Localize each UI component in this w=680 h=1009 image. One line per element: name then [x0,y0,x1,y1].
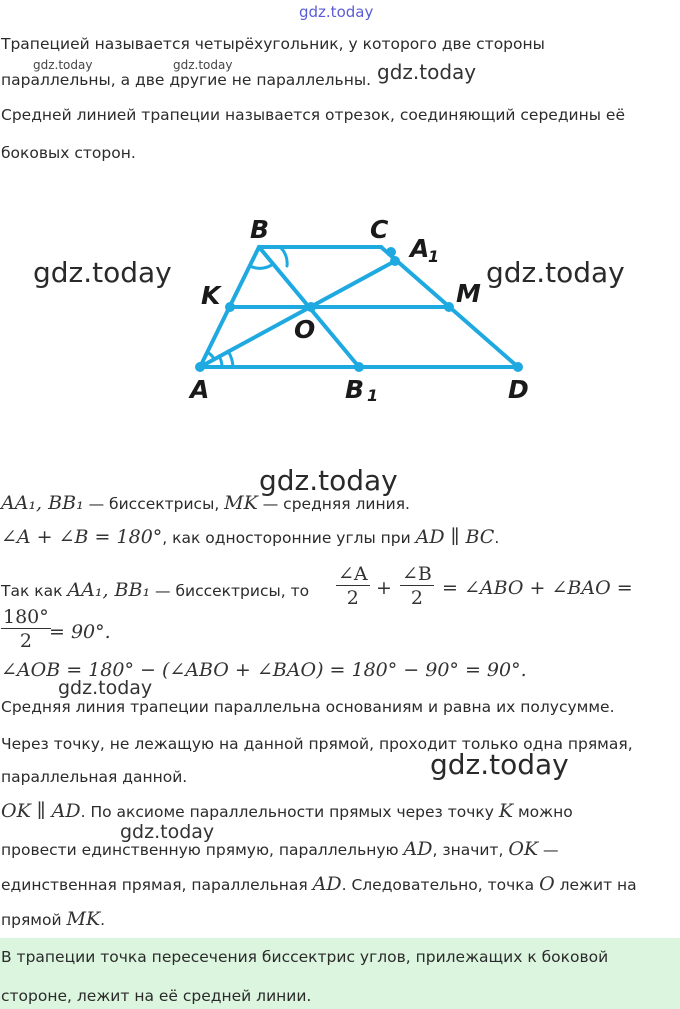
solution-line-5-equation: ∠AOB = 180° − (∠ABO + ∠BAO) = 180° − 90° = 90°. [1,659,527,681]
point-b1 [354,362,364,372]
definition-midline-line2: боковых сторон. [1,144,136,162]
watermark-small-1: gdz.today [33,58,93,72]
watermark-figure-left: gdz.today [33,256,172,289]
solution-line-2: ∠A + ∠B = 180°, как односторонние углы при AD ∥ BC. [1,526,500,548]
watermark-right2: gdz.today [430,748,569,781]
label-a1-sub: 1 [428,247,440,266]
watermark-mid: gdz.today [259,464,398,497]
point-k [225,302,235,312]
label-b1: B [345,375,365,404]
point-o [306,302,316,312]
definition-trapezoid-line2: параллельны, а две другие не параллельны. [1,71,371,89]
conclusion-line2: стороне, лежит на её средней линии. [1,987,312,1005]
watermark-small-2: gdz.today [173,58,233,72]
angle-arc-a2 [228,351,233,367]
plus-sign: + [376,577,392,599]
watermark-mid2: gdz.today [58,677,153,699]
point-a1 [390,256,400,266]
solution-line-11: единственная прямая, параллельная AD. Следовательно, точка O лежит на [1,873,637,895]
angle-arc-b1 [250,264,273,268]
point-d [513,362,523,372]
label-b1-sub: 1 [367,386,379,405]
watermark-top: gdz.today [299,3,374,21]
label-a: A [190,375,210,404]
label-m: M [456,279,481,308]
watermark-inline: gdz.today [377,60,477,84]
label-d: D [508,375,529,404]
solution-line-6: Средняя линия трапеции параллельна основаниям и равна их полусумме. [1,698,615,716]
watermark-figure-right: gdz.today [486,256,625,289]
fraction-angle-a-half: $\frac{\angle A}{2}$ [338,563,368,609]
angle-arc-b2 [280,247,287,266]
fraction-180-half: $\frac{180^\circ}{2}$ [3,606,49,652]
solution-line-3: Так как AA₁, BB₁ — биссектрисы, то [1,579,310,601]
solution-line-4-equation: = 90°. [49,621,111,643]
fraction-angle-b-half: $\frac{\angle B}{2}$ [402,563,432,609]
solution-line-3-equation: = ∠ABO + ∠BAO = [442,577,633,599]
label-a1: A [410,234,430,263]
label-k: K [201,281,221,310]
point-c [386,247,396,257]
watermark-low: gdz.today [120,821,215,843]
solution-line-7: Через точку, не лежащую на данной прямой, проходит только одна прямая, [1,735,633,753]
solution-line-12: прямой MK. [1,908,106,930]
label-o: O [294,315,316,344]
label-c: C [370,215,389,244]
solution-line-8: параллельная данной. [1,768,188,786]
solution-line-1: AA₁, BB₁ — биссектрисы, MK — средняя линия. [1,492,410,514]
solution-line-10: провести единственную прямую, параллельную AD, значит, OK — [1,838,559,860]
solution-line-9: OK ∥ AD. По аксиоме параллельности прямых через точку K можно [1,800,573,822]
conclusion-line1: В трапеции точка пересечения биссектрис углов, прилежащих к боковой [1,948,609,966]
angle-arc-a3 [207,352,214,359]
label-b: B [250,215,270,244]
definition-midline-line1: Средней линией трапеции называется отрезок, соединяющий середины её [1,106,625,124]
definition-trapezoid-line1: Трапецией называется четырёхугольник, у которого две стороны [1,35,545,53]
point-a [195,362,205,372]
trapezoid-figure [0,200,680,415]
point-m [444,302,454,312]
